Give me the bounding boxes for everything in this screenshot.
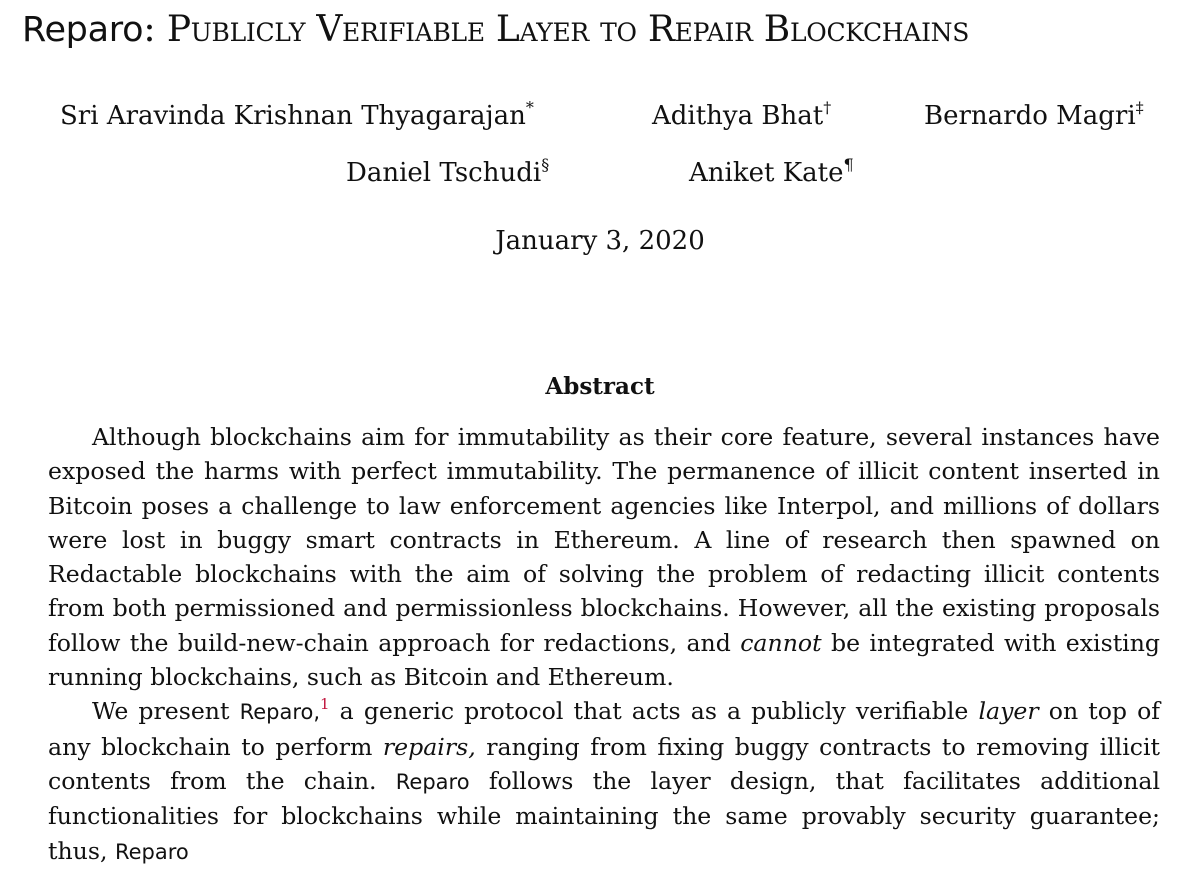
author-footnote-mark: * (525, 98, 534, 117)
abstract-heading: Abstract (545, 373, 655, 400)
abstract-text: a generic protocol that acts as a publicly verifiable (339, 697, 969, 726)
abstract-text: ranging from fixing buggy contracts to removing illicit contents from the chain. (48, 732, 1161, 795)
author-name: Adithya Bhat (652, 101, 824, 131)
author-name: Bernardo Magri (924, 101, 1136, 131)
author-name: Aniket Kate (689, 158, 844, 188)
system-name: Reparo (395, 769, 470, 794)
footnote-link[interactable]: 1 (320, 695, 330, 714)
paper-title (22, 4, 1198, 55)
abstract-text: follows the layer design, that facilitates additional functionalities for blockchains while maintaining the same provably security guarantee; thus, (48, 766, 1161, 865)
abstract-text: We present (92, 697, 230, 726)
title-separator: : (143, 7, 156, 50)
author-footnote-mark: † (823, 98, 832, 117)
abstract-paragraph-1 (48, 420, 1160, 694)
abstract-text: Although blockchains aim for immutability as their core feature, several instances have exposed the harms with perfect immutability. The permanence of illicit content inserted in Bitcoin poses a challenge to law enforcement agencies like Interpol, and millions of dollars were lost in buggy smart contracts in Ethereum. A line of research then spawned on Redactable blockchains with the aim of solving the problem of redacting illicit contents from both permissioned and permissionless blockchains. However, all the existing proposals follow the build-new-chain approach for redactions, and (48, 423, 1160, 657)
system-name: Reparo, (239, 700, 321, 725)
emphasis-text: cannot (740, 628, 822, 657)
author-4 (346, 156, 549, 190)
emphasis-text: repairs, (382, 732, 476, 761)
author-name: Daniel Tschudi (346, 158, 542, 188)
title-system-name: Reparo (22, 10, 144, 50)
abstract-paragraph-2 (48, 694, 1160, 868)
author-5 (689, 156, 854, 190)
author-name: Sri Aravinda Krishnan Thyagarajan (60, 101, 526, 131)
author-1 (60, 99, 534, 133)
author-footnote-mark: ¶ (843, 155, 854, 174)
system-name: Reparo (114, 839, 189, 864)
author-3 (924, 99, 1144, 133)
author-footnote-mark: ‡ (1135, 98, 1144, 117)
paper-date: January 3, 2020 (495, 226, 705, 256)
abstract-text: be integrated with existing running blockchains, such as Bitcoin and Ethereum. (48, 628, 1161, 692)
emphasis-text: layer (978, 697, 1039, 726)
title-subtitle: Publicly Verifiable Layer to Repair Blockchains (166, 9, 970, 50)
author-2 (652, 99, 831, 133)
abstract-text: on top of any blockchain to perform (48, 697, 1161, 761)
abstract-body (48, 420, 1160, 869)
author-footnote-mark: § (541, 155, 550, 174)
